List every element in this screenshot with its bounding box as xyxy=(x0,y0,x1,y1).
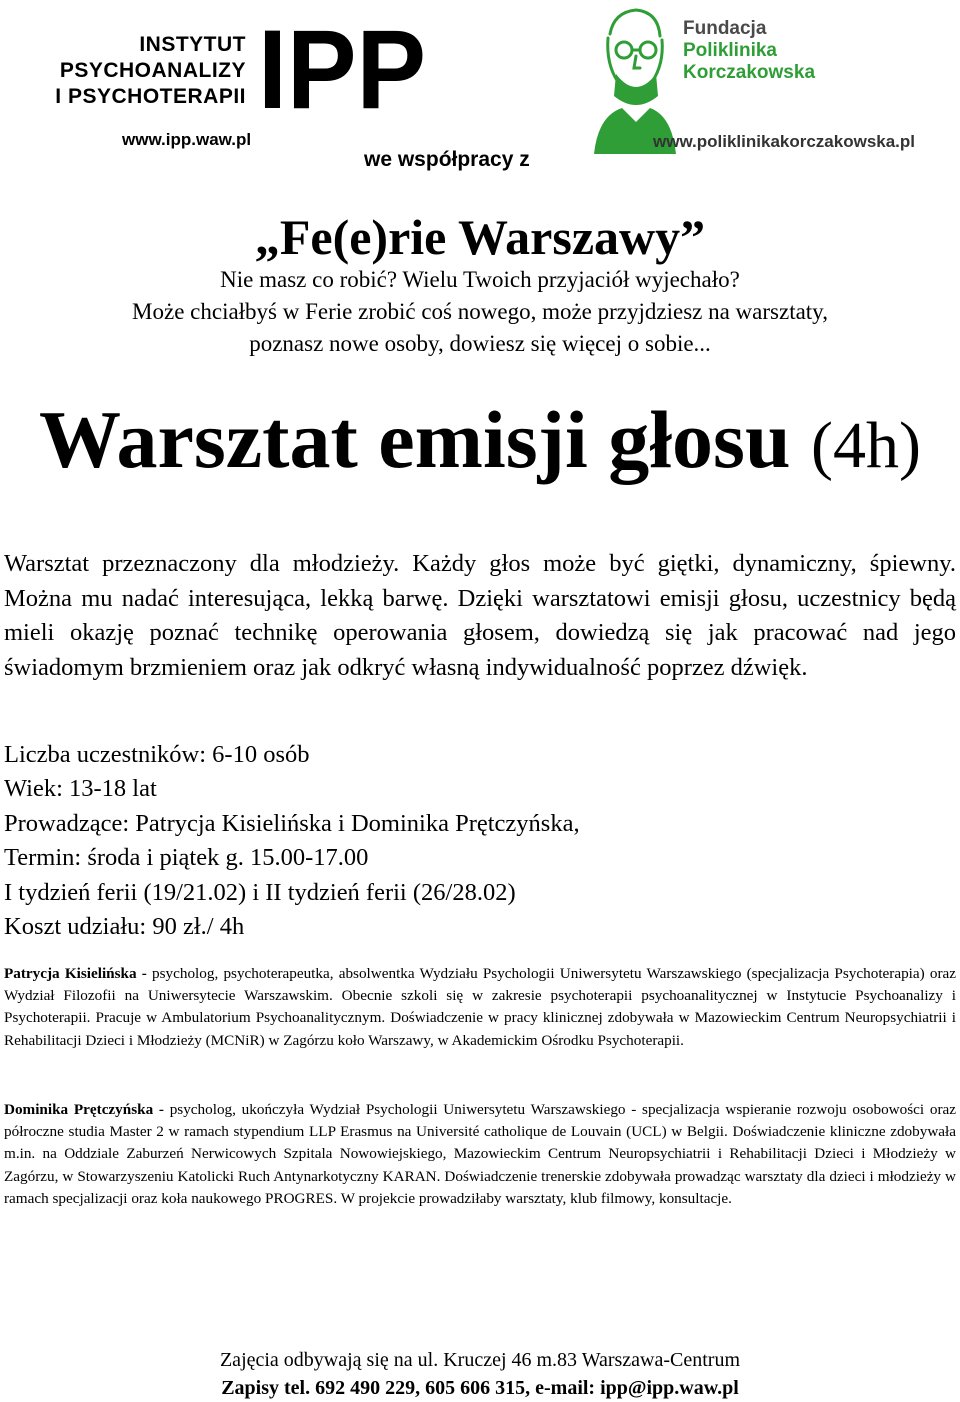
detail-schedule: Termin: środa i piątek g. 15.00-17.00 xyxy=(4,844,369,872)
event-title: „Fe(e)rie Warszawy” xyxy=(254,209,706,265)
bio-kisielinska-name: Patrycja Kisielińska - xyxy=(4,965,147,982)
workshop-title xyxy=(0,392,960,494)
bio-pretczynska xyxy=(4,1099,956,1210)
ipp-logo-line3: I PSYCHOTERAPII xyxy=(55,85,246,108)
ipp-mark xyxy=(258,20,428,120)
workshop-title-main: Warsztat emisji głosu xyxy=(38,394,791,485)
detail-weeks: I tydzień ferii (19/21.02) i II tydzień ferii (26/28.02) xyxy=(4,878,516,906)
workshop-duration: (4h) xyxy=(811,409,922,482)
bio-pretczynska-name: Dominika Prętczyńska - xyxy=(4,1101,164,1118)
korczak-logo xyxy=(588,4,928,154)
ipp-logo-wordmark xyxy=(50,32,246,110)
detail-cost: Koszt udziału: 90 zł./ 4h xyxy=(4,913,245,941)
ipp-mark-text: IPP xyxy=(258,20,426,120)
footer xyxy=(0,1346,960,1402)
workshop-details xyxy=(4,738,580,944)
footer-location: Zajęcia odbywają się na ul. Kruczej 46 m.83 Warszawa-Centrum xyxy=(219,1349,741,1371)
intro-line-1: Nie masz co robić? Wielu Twoich przyjaciół wyjechało? xyxy=(220,267,740,292)
detail-participants: Liczba uczestników: 6-10 osób xyxy=(4,741,310,768)
footer-contact: Zapisy tel. 692 490 229, 605 606 315, e-mail: ipp@ipp.waw.pl xyxy=(221,1377,739,1399)
ipp-logo-line2: PSYCHOANALIZY xyxy=(59,59,246,82)
ipp-logo xyxy=(50,20,430,150)
bio-kisielinska-text: psycholog, psychoterapeutka, absolwentka Wydziału Psychologii Uniwersytetu Warszawskiego (specjalizacja Psychoterapia) oraz Wydział Filozofii na Uniwersytecie Warszawskim. Obecnie szkoli się w zakresie psychoterapii psychoanalitycznej w Instytucie Psychoanalizy i Psychoterapii. Pracuje w Ambulatorium Psychoanalitycznym. Doświadczenie w pracy klinicznej zdobywała w Mazowieckim Centrum Neuropsychiatrii i Rehabilitacji Dzieci i Młodzieży (MCNiR) w Zagórzu koło Warszawy, w Akademickim Ośrodku Psychoterapii. xyxy=(4,965,957,1049)
korczak-logo-name xyxy=(683,18,815,84)
intro-line-3: poznasz nowe osoby, dowiesz się więcej o sobie... xyxy=(249,331,711,356)
event-intro xyxy=(0,264,960,360)
ipp-logo-line1: INSTYTUT xyxy=(139,33,246,56)
bio-pretczynska-text: psycholog, ukończyła Wydział Psychologii Uniwersytetu Warszawskiego - specjalizacja wspieranie rozwoju osobowości oraz półroczne studia Master 2 w ramach stypendium LLP Erasmus na Université catholique de Louvain (UCL) w Belgii. Doświadczenie kliniczne zdobywała m.in. na Oddziale Zaburzeń Nerwicowych Szpitala Nowowiejskiego, Mazowieckim Centrum Neuropsychiatrii i Rehabilitacji Dzieci i Młodzieży w Zagórzu, w Stowarzyszeniu Katolicki Ruch Antynarkotyczny KARAN. Doświadczenie trenerskie zdobywała prowadząc warsztaty dla dzieci i młodzieży w ramach specjalizacji oraz koła naukowego PROGRES. W projekcie prowadziłaby warsztaty, klub filmowy, konsultacje. xyxy=(4,1101,956,1207)
ipp-url: www.ipp.waw.pl xyxy=(122,130,252,149)
workshop-description: Warsztat przeznaczony dla młodzieży. Każdy głos może być giętki, dynamiczny, śpiewny. Można mu nadać interesująca, lekką barwę. Dzięki warsztatowi emisji głosu, uczestnicy będą mieli okazję poznać technikę operowania głosem, dowiedzą się jak pracować nad jego świadomym brzmieniem oraz jak odkryć własną indywidualność poprzez dźwięk. xyxy=(4,550,956,681)
cooperation-label: we współpracy z xyxy=(364,148,530,171)
detail-instructors: Prowadzące: Patrycja Kisielińska i Dominika Prętczyńska, xyxy=(4,809,580,837)
intro-line-2: Może chciałbyś w Ferie zrobić coś nowego, może przyjdziesz na warsztaty, xyxy=(132,299,828,324)
korczak-logo-line1: Fundacja xyxy=(683,18,767,39)
korczak-logo-line2: Poliklinika xyxy=(683,40,777,61)
detail-age: Wiek: 13-18 lat xyxy=(4,775,157,803)
korczak-logo-line3: Korczakowska xyxy=(683,62,816,83)
korczak-url: www.poliklinikakorczakowska.pl xyxy=(653,132,916,151)
bio-kisielinska xyxy=(4,963,956,1052)
